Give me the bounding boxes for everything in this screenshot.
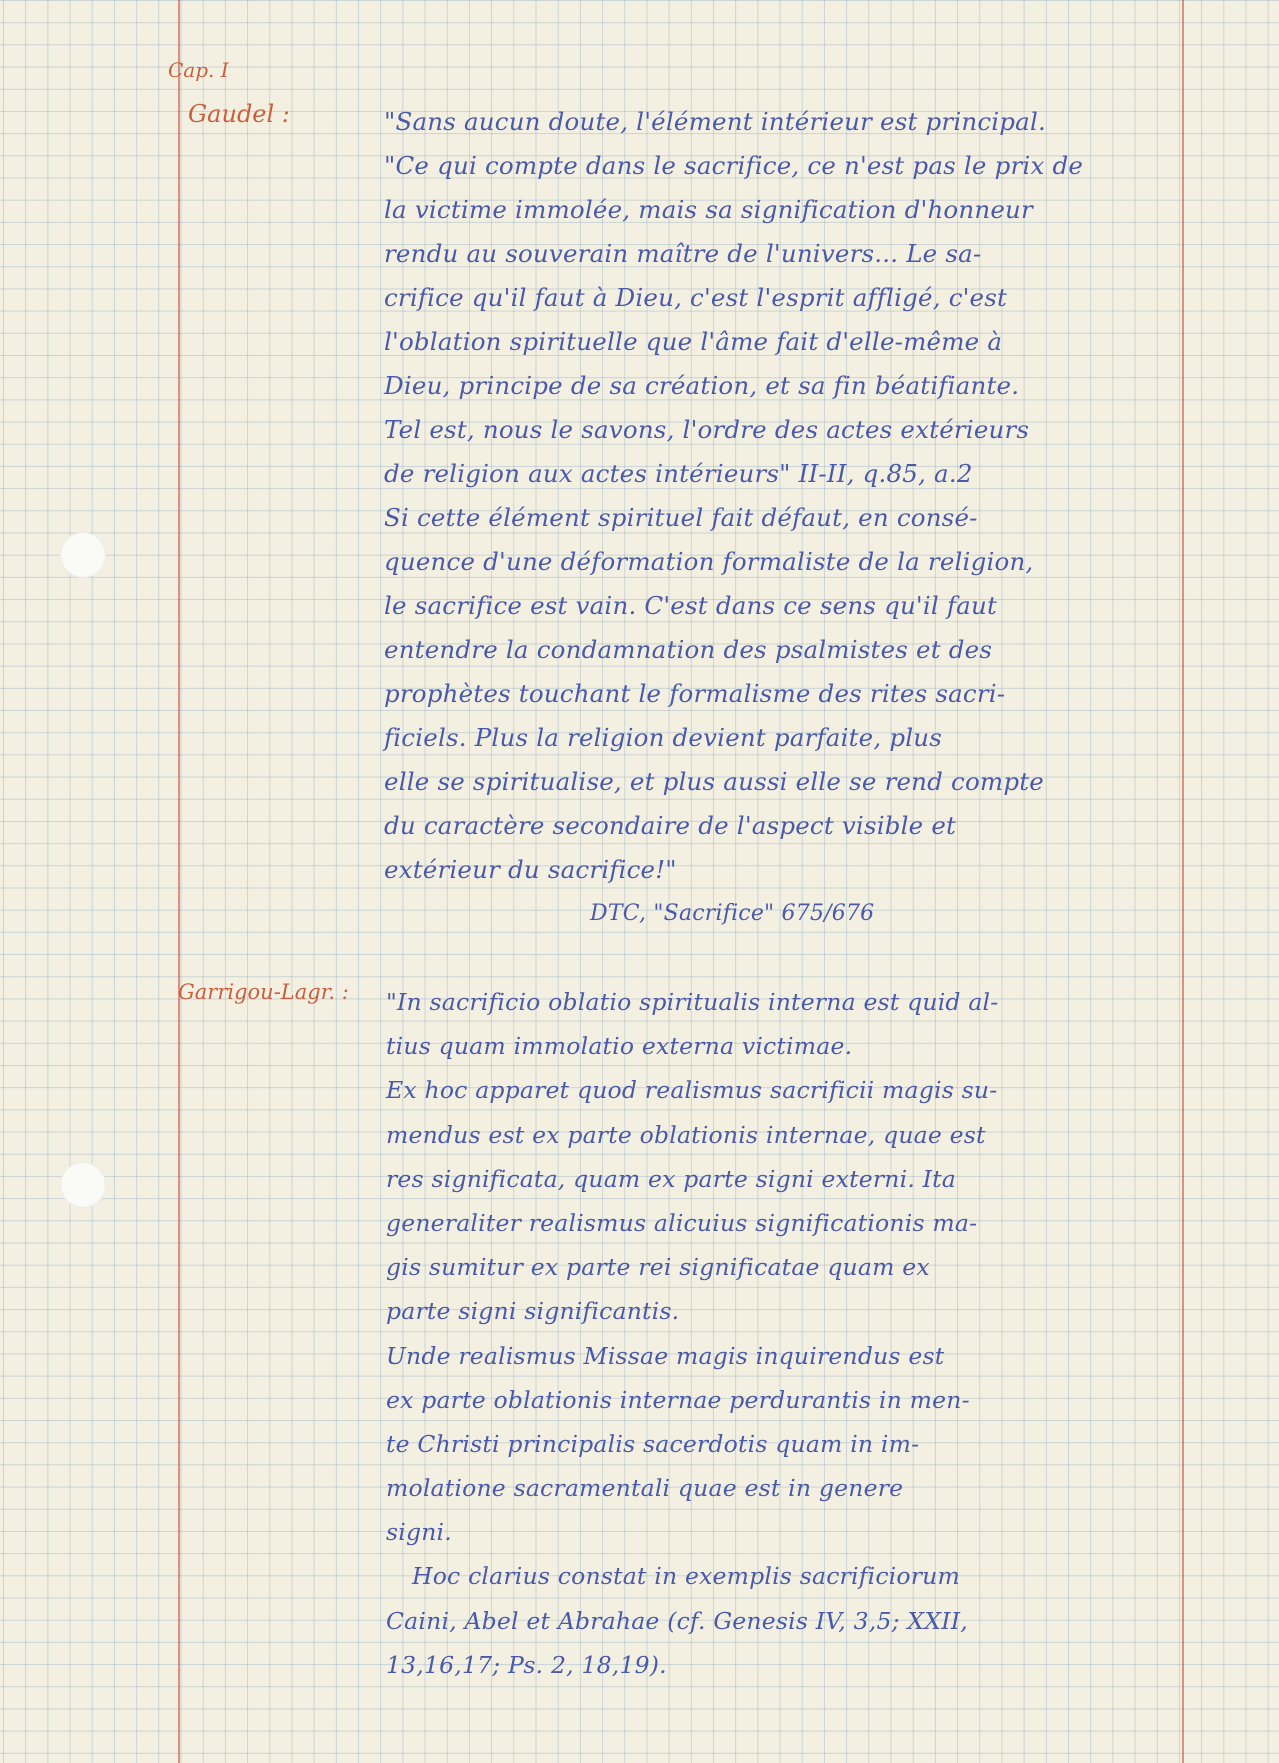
text-line: "In sacrificio oblatio spiritualis interna est quid al-: [386, 988, 999, 1016]
citation: DTC, "Sacrifice" 675/676: [590, 901, 875, 926]
text-line: Dieu, principe de sa création, et sa fin béatifiante.: [384, 371, 1020, 400]
text-line: Hoc clarius constat in exemplis sacrificiorum: [412, 1562, 960, 1591]
left-margin-line: [178, 0, 180, 1763]
quote-block-gaudel: [384, 100, 1184, 936]
chapter-mark: Cap. I: [168, 58, 229, 82]
text-line: rendu au souverain maître de l'univers... Le sa-: [384, 239, 982, 268]
quote-block-garrigou: [386, 980, 1186, 1687]
text-line: gis sumitur ex parte rei significatae quam ex: [386, 1253, 930, 1282]
text-line: Caini, Abel et Abrahae (cf. Genesis IV, 3,5; XXII,: [386, 1606, 968, 1635]
text-line: ficiels. Plus la religion devient parfaite, plus: [384, 723, 943, 752]
text-line: extérieur du sacrifice!": [384, 855, 677, 884]
text-line: parte signi significantis.: [386, 1297, 680, 1326]
text-line: crifice qu'il faut à Dieu, c'est l'esprit affligé, c'est: [384, 283, 1008, 312]
text-line: molatione sacramentali quae est in genere: [386, 1474, 904, 1503]
text-line: le sacrifice est vain. C'est dans ce sens qu'il faut: [384, 591, 998, 620]
punch-hole: [60, 532, 106, 578]
text-line: du caractère secondaire de l'aspect visible et: [384, 811, 957, 840]
text-line: tius quam immolatio externa victimae.: [386, 1032, 853, 1061]
text-line: la victime immolée, mais sa signification d'honneur: [384, 195, 1033, 224]
text-line: res significata, quam ex parte signi externi. Ita: [386, 1164, 957, 1193]
text-line: 13,16,17; Ps. 2, 18,19).: [386, 1650, 667, 1679]
text-line: te Christi principalis sacerdotis quam in im-: [386, 1429, 920, 1458]
text-line: signi.: [386, 1518, 452, 1547]
author-garrigou-lagrange: Garrigou-Lagr. :: [178, 980, 349, 1004]
text-line: Ex hoc apparet quod realismus sacrificii magis su-: [386, 1076, 998, 1105]
text-line: Unde realismus Missae magis inquirendus est: [386, 1341, 945, 1370]
text-line: mendus est ex parte oblationis internae, quae est: [386, 1120, 986, 1149]
text-line: elle se spiritualise, et plus aussi elle se rend compte: [384, 767, 1044, 796]
text-line: "Ce qui compte dans le sacrifice, ce n'est pas le prix de: [384, 151, 1084, 180]
text-line: de religion aux actes intérieurs" II-II, q.85, a.2: [384, 459, 973, 488]
text-line: Si cette élément spirituel fait défaut, en consé-: [384, 503, 978, 532]
text-line: "Sans aucun doute, l'élément intérieur est principal.: [384, 107, 1047, 136]
punch-hole: [60, 1162, 106, 1208]
text-line: prophètes touchant le formalisme des rites sacri-: [384, 679, 1006, 708]
text-line: generaliter realismus alicuius significationis ma-: [386, 1208, 978, 1237]
text-line: l'oblation spirituelle que l'âme fait d'elle-même à: [384, 327, 1003, 356]
text-line: Tel est, nous le savons, l'ordre des actes extérieurs: [384, 415, 1030, 444]
text-line: quence d'une déformation formaliste de la religion,: [384, 547, 1034, 576]
text-line: entendre la condamnation des psalmistes et des: [384, 635, 993, 664]
text-line: ex parte oblationis internae perdurantis in men-: [386, 1385, 970, 1414]
author-gaudel: Gaudel :: [188, 100, 290, 128]
